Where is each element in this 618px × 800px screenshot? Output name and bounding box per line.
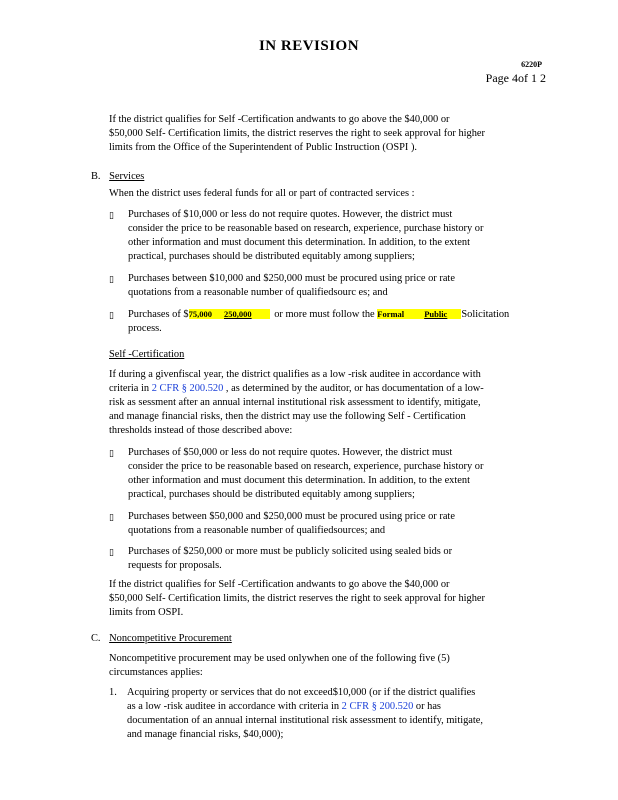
text-line: and manage financial risks, $40,000); (127, 729, 284, 740)
text-span: or more must follow the (274, 309, 375, 320)
highlighted-word: Formal (377, 309, 424, 319)
numbered-item (127, 686, 539, 742)
text-line: other information and must document this determination. In addition, to the extent (128, 237, 470, 248)
underline-blank (270, 309, 272, 320)
list-item-revised-threshold (128, 307, 540, 336)
section-b-heading (91, 170, 144, 184)
numbered-item-marker: 1. (109, 687, 117, 698)
document-code: 6220P (521, 60, 542, 69)
bullet-marker: ▯ (109, 210, 114, 220)
text-line: requests for proposals. (128, 560, 222, 571)
text-line: thresholds instead of those described above: (109, 425, 293, 436)
highlighted-word: Public (424, 309, 461, 319)
self-certification-closing (109, 578, 539, 620)
text-span: Purchases of $ (128, 309, 189, 320)
text-line: risk as sessment after an annual internal institutional risk assessment to identify, mitigate, (109, 397, 481, 408)
text-line: Purchases of $50,000 or less do not require quotes. However, the district must (128, 447, 453, 458)
bullet-marker: ▯ (109, 512, 114, 522)
section-c-heading (91, 632, 232, 646)
list-item (128, 545, 540, 573)
cfr-citation-link[interactable]: 2 CFR § 200.520 (151, 383, 224, 394)
revision-banner: IN REVISION (258, 38, 360, 54)
text-span: or has (415, 701, 441, 712)
text-line: practical, purchases should be distributed equitably among suppliers; (128, 251, 415, 262)
section-title: Services (109, 171, 145, 182)
list-item (128, 272, 540, 300)
text-span: Solicitation (461, 309, 510, 320)
bullet-marker: ▯ (109, 274, 114, 284)
text-line: quotations from a reasonable number of qualifiedsourc es; and (128, 287, 388, 298)
text-line (109, 382, 539, 396)
text-line: Purchases between $10,000 and $250,000 must be procured using price or rate (128, 273, 455, 284)
list-item (128, 208, 540, 264)
cfr-citation-link[interactable]: 2 CFR § 200.520 (341, 701, 414, 712)
text-line: Purchases of $250,000 or more must be publicly solicited using sealed bids or (128, 546, 453, 557)
text-line: circumstances applies: (109, 667, 203, 678)
text-line: practical, purchases should be distributed equitably among suppliers; (128, 489, 415, 500)
text-line: Noncompetitive procurement may be used onlywhen one of the following five (5) (109, 653, 450, 664)
text-line: quotations from a reasonable number of qualifiedsources; and (128, 525, 386, 536)
text-line: other information and must document this determination. In addition, to the extent (128, 475, 470, 486)
highlighted-amount: 250,000 (224, 309, 270, 319)
text-line: Acquiring property or services that do not exceed$10,000 (or if the district qualifies (127, 687, 476, 698)
section-title: Noncompetitive Procurement (109, 633, 232, 644)
list-item (128, 510, 540, 538)
page-number: Page 4of 1 2 (485, 71, 546, 85)
text-line (128, 307, 540, 322)
intro-paragraph (109, 113, 539, 155)
section-b-lead: When the district uses federal funds for all or part of contracted services : (109, 188, 415, 199)
text-line: limits from OSPI. (109, 607, 184, 618)
section-letter: B. (91, 171, 101, 182)
text-span: criteria in (109, 383, 150, 394)
section-c-lead (109, 652, 539, 680)
text-line: limits from the Office of the Superintendent of Public Instruction (OSPI ). (109, 142, 418, 153)
text-line: Purchases between $50,000 and $250,000 must be procured using price or rate (128, 511, 455, 522)
text-line: $50,000 Self- Certification limits, the district reserves the right to seek approval for higher (109, 593, 485, 604)
text-line: Purchases of $10,000 or less do not require quotes. However, the district must (128, 209, 453, 220)
text-line: and manage financial risks, then the district may use the following Self - Certification (109, 411, 466, 422)
text-line: If the district qualifies for Self -Certification andwants to go above the $40,000 or (109, 579, 450, 590)
section-letter: C. (91, 633, 101, 644)
self-certification-heading: Self -Certification (109, 349, 185, 360)
text-line: If the district qualifies for Self -Certification andwants to go above the $40,000 or (109, 114, 450, 125)
text-line: documentation of an annual internal institutional risk assessment to identify, mitigate, (127, 715, 483, 726)
text-span: , as determined by the auditor, or has documentation of a low- (225, 383, 484, 394)
text-line (127, 700, 539, 714)
list-item (128, 446, 540, 502)
self-certification-paragraph (109, 368, 539, 438)
text-line: consider the price to be reasonable based on research, experience, purchase history or (128, 223, 484, 234)
text-line: If during a givenfiscal year, the district qualifies as a low -risk auditee in accordance with (109, 369, 481, 380)
text-line: process. (128, 323, 162, 334)
bullet-marker: ▯ (109, 448, 114, 458)
bullet-marker: ▯ (109, 547, 114, 557)
text-line: $50,000 Self- Certification limits, the district reserves the right to seek approval for higher (109, 128, 485, 139)
bullet-marker: ▯ (109, 310, 114, 320)
highlighted-amount: 75,000 (189, 309, 224, 319)
text-line: consider the price to be reasonable based on research, experience, purchase history or (128, 461, 484, 472)
text-span: as a low -risk auditee in accordance with criteria in (127, 701, 340, 712)
